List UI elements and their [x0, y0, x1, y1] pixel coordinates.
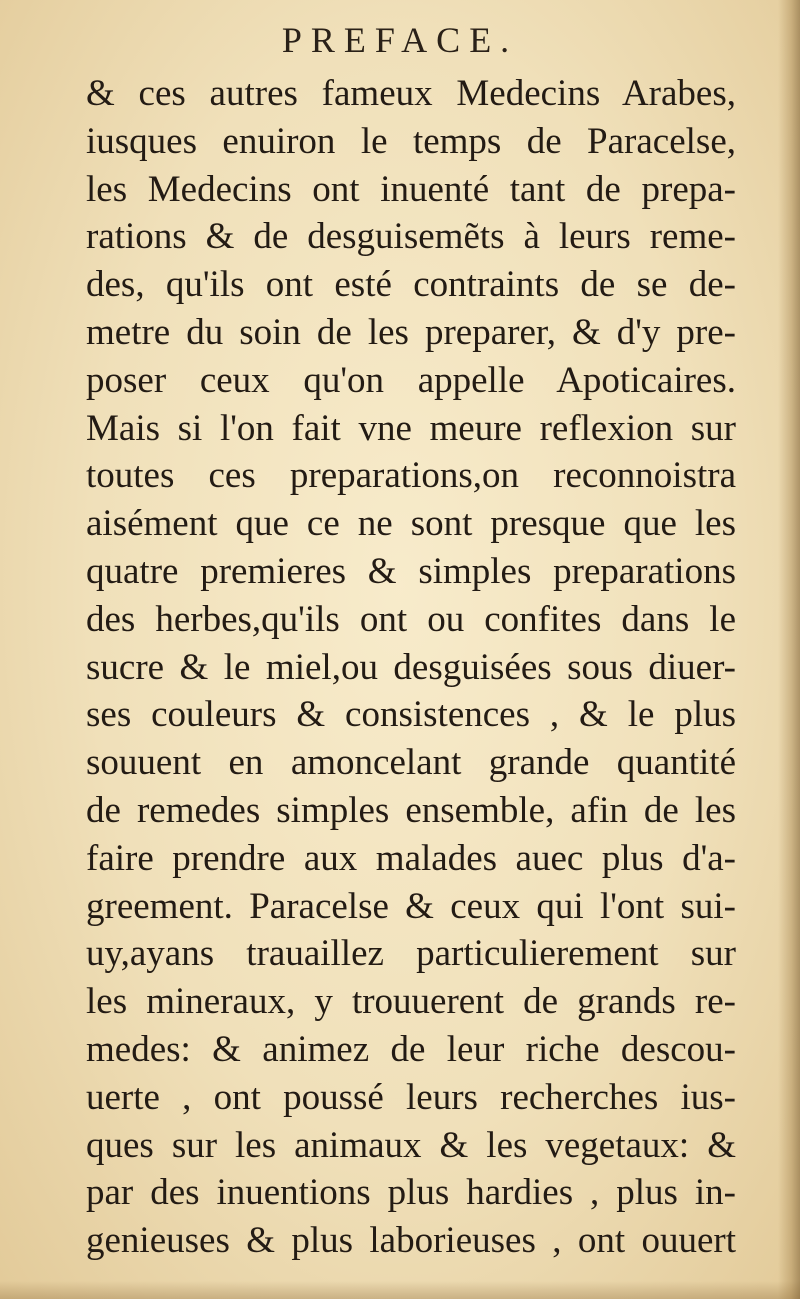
text-line: Mais si l'on fait vne meure reflexion sur	[86, 407, 736, 449]
text-line: uy,ayans trauaillez particulierement sur	[86, 933, 736, 975]
text-line: de remedes simples ensemble, afin de les	[86, 789, 736, 831]
text-line: uerte , ont poussé leurs recherches ius-	[86, 1076, 736, 1118]
text-line: les Medecins ont inuenté tant de prepa-	[86, 168, 736, 210]
text-line: iusques enuiron le temps de Paracelse,	[86, 120, 736, 162]
text-line: des herbes,qu'ils ont ou confites dans le	[86, 598, 736, 640]
text-line: sucre & le miel,ou desguisées sous diuer-	[86, 646, 736, 688]
text-line: medes: & animez de leur riche descou-	[86, 1028, 736, 1070]
text-line: les mineraux, y trouuerent de grands re-	[86, 981, 736, 1023]
text-line: greement. Paracelse & ceux qui l'ont sui-	[86, 885, 736, 927]
text-line: poser ceux qu'on appelle Apoticaires.	[86, 359, 736, 401]
text-line: quatre premieres & simples preparations	[86, 550, 736, 592]
text-line: ses couleurs & consistences , & le plus	[86, 694, 736, 736]
text-line: par des inuentions plus hardies , plus in-	[86, 1172, 736, 1214]
text-line: toutes ces preparations,on reconnoistra	[86, 455, 736, 497]
running-head: PREFACE.	[281, 20, 519, 60]
text-line: rations & de desguisemẽts à leurs reme-	[86, 216, 736, 258]
text-line: genieuses & plus laborieuses , ont ouuert	[86, 1220, 736, 1262]
text-line: faire prendre aux malades auec plus d'a-	[86, 837, 736, 879]
text-line: aisément que ce ne sont presque que les	[86, 503, 736, 545]
body-text	[86, 70, 736, 1265]
text-line: des, qu'ils ont esté contraints de se de-	[86, 264, 736, 306]
text-line: metre du soin de les preparer, & d'y pre-	[86, 311, 736, 353]
text-line: ques sur les animaux & les vegetaux: &	[86, 1124, 736, 1166]
text-line: souuent en amoncelant grande quantité	[86, 742, 736, 784]
text-line: & ces autres fameux Medecins Arabes,	[86, 73, 736, 114]
